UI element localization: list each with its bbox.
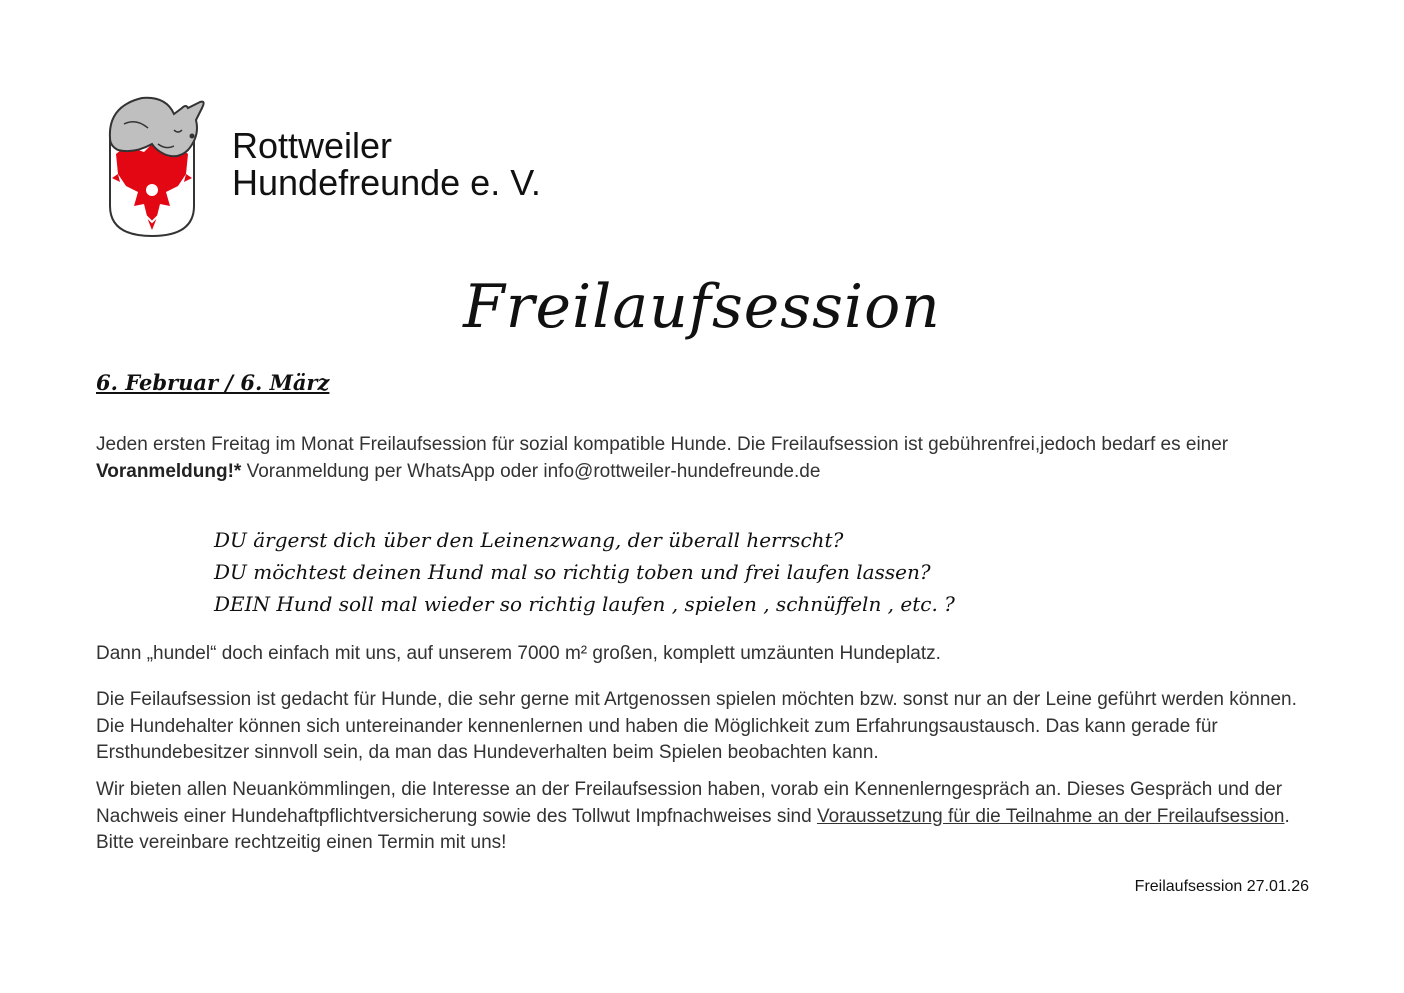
paragraph-requirements (96, 777, 1326, 857)
club-logo (104, 94, 212, 242)
question-3: DEIN Hund soll mal wieder so richtig laufen , spielen , schnüffeln , etc. ? (214, 592, 955, 616)
org-name-line1: Rottweiler (232, 125, 393, 166)
organization-name (232, 127, 541, 201)
event-dates: 6. Februar / 6. März (96, 370, 330, 395)
paragraph-purpose: Die Feilaufsession ist gedacht für Hunde, die sehr gerne mit Artgenossen spielen möchten bzw. sonst nur an der Leine geführt werden können. Die Hundehalter können sich untereinander kennenlernen und haben die Möglichkeit zum Erfahrungsaustausch. Das kann gerade für Ersthundebesitzer sinnvoll sein, da man das Hundeverhalten beim Spielen beobachten kann. (96, 689, 1297, 763)
requirements-condition: Voraussetzung für die Teilnahme an der Freilaufsession (816, 805, 1285, 827)
registration-contact: Voranmeldung per WhatsApp oder info@rottweiler-hundefreunde.de (241, 460, 821, 482)
footer-note: Freilaufsession 27.01.26 (1134, 878, 1309, 895)
question-2: DU möchtest deinen Hund mal so richtig toben und frei laufen lassen? (214, 560, 931, 584)
questions-block (214, 524, 955, 620)
requirements-closing: . Bitte vereinbare rechtzeitig einen Termin mit uns! (96, 805, 1290, 853)
intro-paragraph (96, 432, 1326, 485)
org-name-line2: Hundefreunde e. V. (232, 162, 541, 203)
question-1: DU ärgerst dich über den Leinenzwang, der überall herrscht? (214, 528, 844, 552)
registration-required: Voranmeldung!* (96, 460, 242, 482)
intro-text: Jeden ersten Freitag im Monat Freilaufsession für sozial kompatible Hunde. Die Freilaufsession ist gebührenfrei,jedoch bedarf es einer (96, 434, 1229, 455)
requirements-text: Wir bieten allen Neuankömmlingen, die Interesse an der Freilaufsession haben, vorab ein Kennenlerngespräch an. Dieses Gespräch und der Nachweis einer Hundehaftpflichtversicherung sowie des Tollwut Impfnachweises sind (96, 779, 1283, 827)
page-title: Freilaufsession (463, 272, 941, 342)
paragraph-invitation: Dann „hundel“ doch einfach mit uns, auf unserem 7000 m² großen, komplett umzäunten Hundeplatz. (96, 643, 941, 664)
